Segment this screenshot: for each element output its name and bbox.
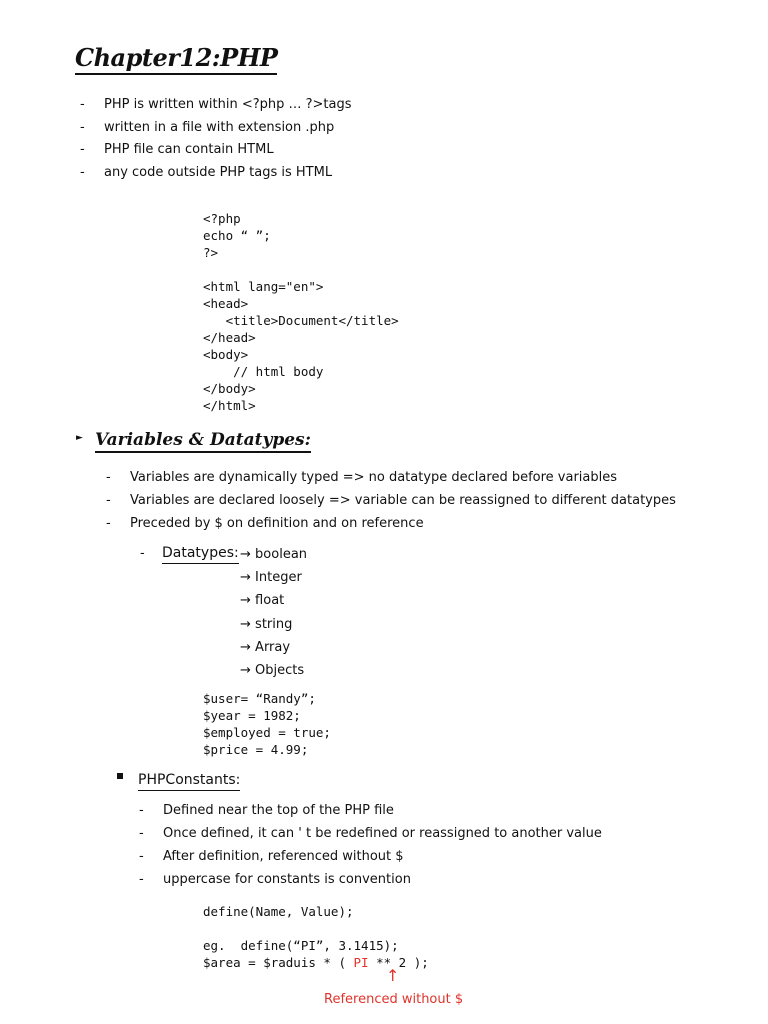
define-example-line: eg. define(“PI”, 3.1415); — [203, 938, 399, 953]
pi-highlight: PI — [353, 955, 369, 970]
constants-bullet: - Defined near the top of the PHP file — [139, 803, 394, 818]
right-arrow-icon: → — [240, 547, 251, 562]
up-arrow-icon: ↑ — [386, 966, 400, 985]
section-heading: Variables & Datatypes: — [95, 429, 311, 453]
intro-bullet: - written in a file with extension .php — [80, 120, 335, 135]
datatype-item: → float — [240, 593, 285, 608]
variable-bullet: - Variables are dynamically typed => no datatype declared before variables — [106, 470, 618, 485]
datatype-item: → string — [240, 617, 293, 632]
triangle-bullet-icon: ► — [76, 433, 83, 443]
page-title: Chapter12:PHP — [75, 44, 277, 75]
right-arrow-icon: → — [240, 617, 251, 632]
intro-bullet: - PHP is written within <?php … ?>tags — [80, 97, 352, 112]
intro-bullet: - any code outside PHP tags is HTML — [80, 165, 333, 180]
datatype-item: → boolean — [240, 547, 308, 562]
datatype-item: → Objects — [240, 663, 305, 678]
define-code-line: define(Name, Value); — [203, 904, 354, 919]
right-arrow-icon: → — [240, 640, 251, 655]
square-bullet-icon — [117, 773, 123, 779]
datatypes-dash: - — [140, 546, 145, 561]
variable-bullet: - Variables are declared loosely => variable can be reassigned to different datatypes — [106, 493, 676, 508]
variable-bullet: - Preceded by $ on definition and on reference — [106, 516, 424, 531]
constants-bullet: - After definition, referenced without $ — [139, 849, 404, 864]
right-arrow-icon: → — [240, 593, 251, 608]
datatype-item: → Integer — [240, 570, 302, 585]
variables-code-block: $user= “Randy”; $year = 1982; $employed = true; $price = 4.99; — [203, 691, 331, 757]
annotation-note: Referenced without $ — [324, 992, 464, 1007]
php-html-code-block: <?php echo “ ”; ?> <html lang="en"> <head> <title>Document</title> </head> <body> // html body </body> </html> — [203, 211, 399, 413]
area-code-line: $area = $raduis * ( PI ** 2 ); — [203, 955, 429, 970]
right-arrow-icon: → — [240, 570, 251, 585]
datatypes-label: Datatypes: — [162, 544, 239, 564]
datatype-item: → Array — [240, 640, 291, 655]
right-arrow-icon: → — [240, 663, 251, 678]
intro-bullet: - PHP file can contain HTML — [80, 142, 274, 157]
constants-bullet: - uppercase for constants is convention — [139, 872, 411, 887]
constants-heading: PHPConstants: — [138, 771, 240, 791]
constants-bullet: - Once defined, it can ' t be redefined or reassigned to another value — [139, 826, 602, 841]
